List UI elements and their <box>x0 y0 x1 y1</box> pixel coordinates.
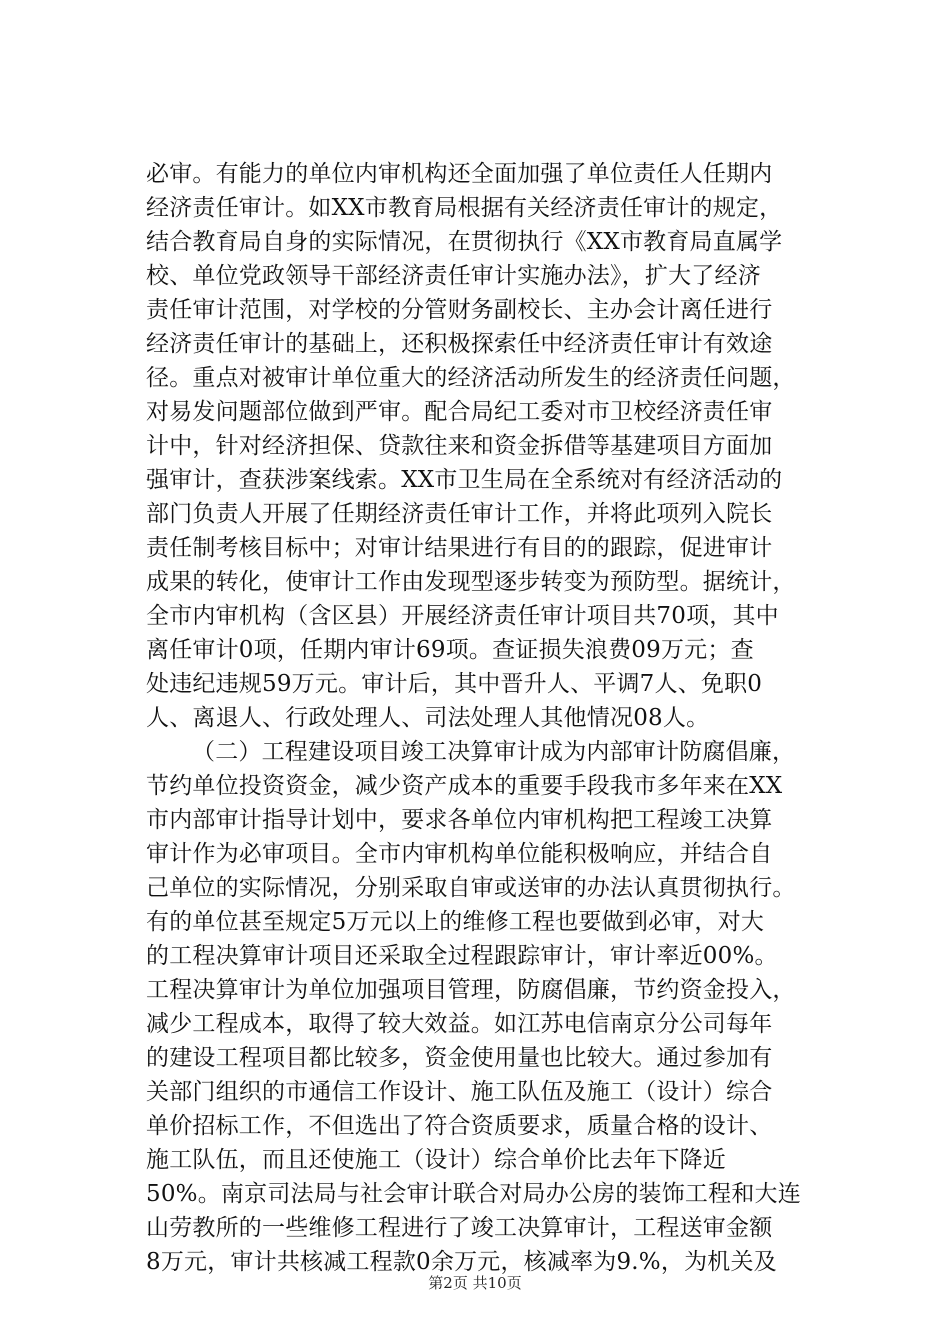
text-line: 全市内审机构（含区县）开展经济责任审计项目共70项，其中 <box>146 603 779 629</box>
text-line: 必审。有能力的单位内审机构还全面加强了单位责任人任期内 <box>146 161 773 187</box>
text-line: 成果的转化，使审计工作由发现型逐步转变为预防型。据统计， <box>146 569 796 595</box>
text-line: 审计作为必审项目。全市内审机构单位能积极响应，并结合自 <box>146 841 773 867</box>
text-line: 8万元，审计共核减工程款0余万元，核减率为9.%，为机关及 <box>146 1249 777 1275</box>
text-line: 责任审计范围，对学校的分管财务副校长、主办会计离任进行 <box>146 297 773 323</box>
text-line: 的建设工程项目都比较多，资金使用量也比较大。通过参加有 <box>146 1045 773 1071</box>
text-line: 强审计，查获涉案线索。XX市卫生局在全系统对有经济活动的 <box>146 467 783 493</box>
text-line: 工程决算审计为单位加强项目管理，防腐倡廉，节约资金投入， <box>146 977 796 1003</box>
text-line: 计中，针对经济担保、贷款往来和资金拆借等基建项目方面加 <box>146 433 773 459</box>
text-line: 50%。南京司法局与社会审计联合对局办公房的装饰工程和大连 <box>146 1181 801 1207</box>
text-line: 节约单位投资资金，减少资产成本的重要手段我市多年来在XX <box>146 773 783 799</box>
text-line: 有的单位甚至规定5万元以上的维修工程也要做到必审，对大 <box>146 909 765 935</box>
text-line: 处违纪违规59万元。审计后，其中晋升人、平调7人、免职0 <box>146 671 763 697</box>
text-line: 市内部审计指导计划中，要求各单位内审机构把工程竣工决算 <box>146 807 773 833</box>
text-line: 人、离退人、行政处理人、司法处理人其他情况08人。 <box>146 705 710 731</box>
text-line: 离任审计0项，任期内审计69项。查证损失浪费09万元；查 <box>146 637 754 663</box>
text-line: 经济责任审计的基础上，还积极探索任中经济责任审计有效途 <box>146 331 773 357</box>
text-line: 的工程决算审计项目还采取全过程跟踪审计，审计率近00%。 <box>146 943 778 969</box>
text-line: 单价招标工作，不但选出了符合资质要求，质量合格的设计、 <box>146 1113 773 1139</box>
text-line: 径。重点对被审计单位重大的经济活动所发生的经济责任问题， <box>146 365 796 391</box>
text-line: 山劳教所的一些维修工程进行了竣工决算审计，工程送审金额 <box>146 1215 773 1241</box>
section-heading-line: （二）工程建设项目竣工决算审计成为内部审计防腐倡廉， <box>192 739 796 765</box>
text-line: 关部门组织的市通信工作设计、施工队伍及施工（设计）综合 <box>146 1079 773 1105</box>
text-line: 施工队伍，而且还使施工（设计）综合单价比去年下降近 <box>146 1147 726 1173</box>
text-line: 对易发问题部位做到严审。配合局纪工委对市卫校经济责任审 <box>146 399 773 425</box>
text-line: 校、单位党政领导干部经济责任审计实施办法》，扩大了经济 <box>146 263 761 289</box>
text-line: 责任制考核目标中；对审计结果进行有目的的跟踪，促进审计 <box>146 535 773 561</box>
document-body <box>146 157 846 1279</box>
text-line: 部门负责人开展了任期经济责任审计工作，并将此项列入院长 <box>146 501 773 527</box>
text-line: 结合教育局自身的实际情况，在贯彻执行《XX市教育局直属学 <box>146 229 783 255</box>
page-number-footer: 第2页 共10页 <box>428 1274 522 1292</box>
text-line: 减少工程成本，取得了较大效益。如江苏电信南京分公司每年 <box>146 1011 773 1037</box>
text-line: 己单位的实际情况，分别采取自审或送审的办法认真贯彻执行。 <box>146 875 796 901</box>
text-line: 经济责任审计。如XX市教育局根据有关经济责任审计的规定， <box>146 195 783 221</box>
